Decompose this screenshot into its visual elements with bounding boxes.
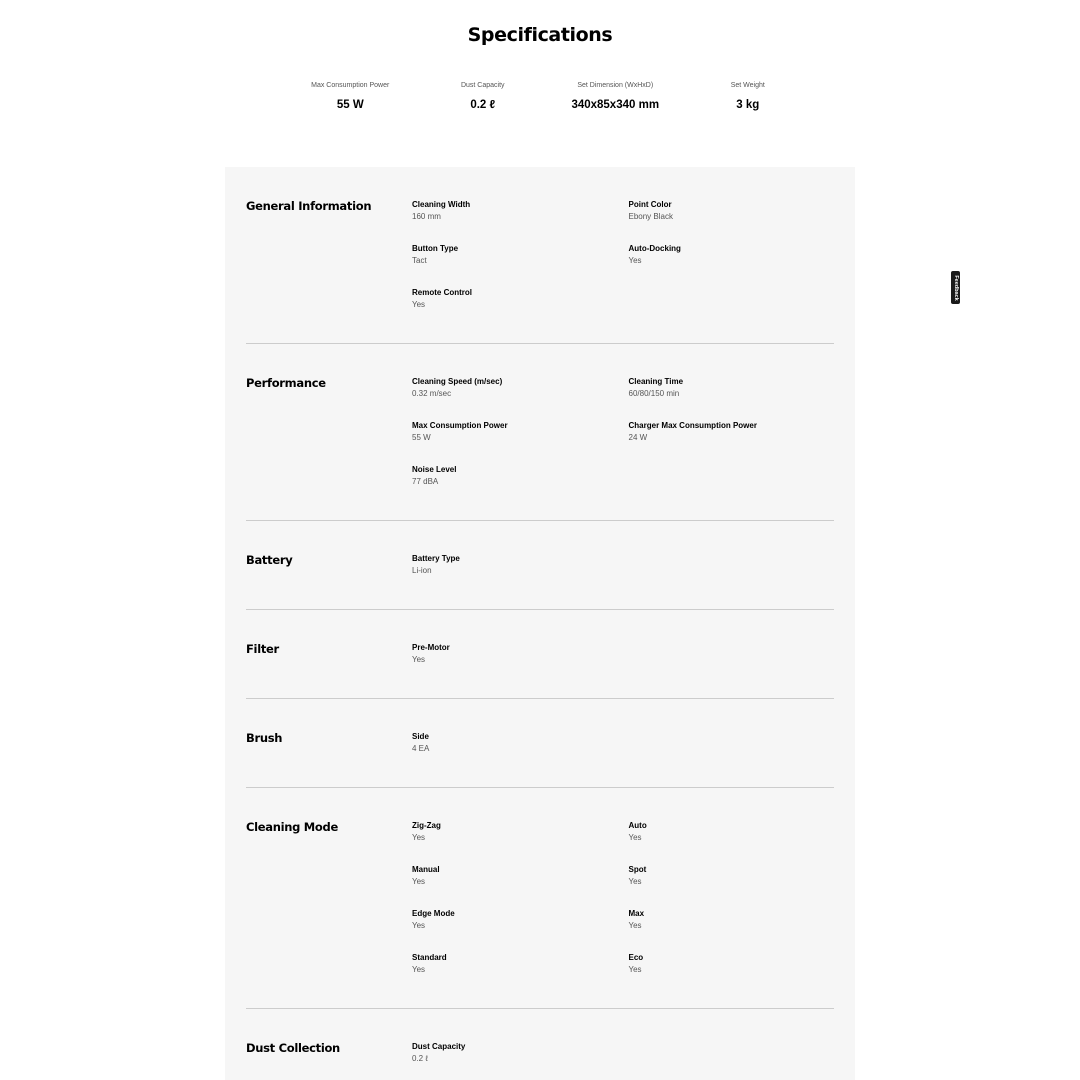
key-spec-value: 0.2 ℓ <box>470 99 496 111</box>
feedback-button[interactable] <box>951 271 960 304</box>
spec-item <box>412 420 629 444</box>
spec-item <box>629 952 829 976</box>
key-spec-value: 3 kg <box>736 99 760 111</box>
spec-label: Pre-Motor <box>412 643 450 652</box>
spec-value: 77 dBA <box>412 477 439 486</box>
spec-grid <box>412 642 834 698</box>
spec-value: Yes <box>628 877 642 886</box>
spec-label: Remote Control <box>412 288 472 297</box>
key-spec-set-weight <box>682 81 815 112</box>
key-spec-value: 340x85x340 mm <box>571 99 660 111</box>
section-title: Brush <box>246 731 283 745</box>
key-specs-summary <box>284 81 814 112</box>
spec-label: Auto-Docking <box>628 244 681 253</box>
spec-label: Edge Mode <box>412 909 455 918</box>
spec-section-filter <box>246 610 834 699</box>
key-spec-label: Dust Capacity <box>460 82 505 89</box>
spec-item <box>412 864 629 888</box>
key-spec-label: Max Consumption Power <box>311 82 390 89</box>
spec-grid <box>412 199 834 343</box>
spec-label: Button Type <box>412 244 459 253</box>
spec-section-cleaning-mode <box>246 788 834 1009</box>
spec-value: Li-ion <box>412 566 432 575</box>
spec-section-dust-collection <box>246 1009 834 1080</box>
spec-grid <box>412 731 834 787</box>
spec-table-panel <box>225 167 855 1080</box>
spec-item <box>412 199 629 223</box>
spec-grid <box>412 376 834 520</box>
spec-value: 60/80/150 min <box>628 389 680 398</box>
spec-value: Yes <box>628 256 642 265</box>
spec-item <box>412 820 629 844</box>
spec-value: Tact <box>412 256 427 265</box>
spec-item <box>412 1041 629 1065</box>
spec-label: Charger Max Consumption Power <box>628 421 757 430</box>
spec-section-performance <box>246 344 834 521</box>
spec-value: Yes <box>628 921 642 930</box>
section-title: General Information <box>246 199 372 213</box>
spec-item <box>629 820 829 844</box>
key-spec-dust-capacity <box>417 81 550 112</box>
spec-grid <box>412 1041 834 1080</box>
spec-label: Point Color <box>628 200 672 209</box>
page-title: Specifications <box>467 24 613 46</box>
feedback-label: Feedback <box>952 274 959 301</box>
spec-value: Yes <box>412 833 426 842</box>
key-spec-label: Set Weight <box>730 82 765 89</box>
spec-item <box>629 243 829 267</box>
spec-value: 160 mm <box>412 212 441 221</box>
spec-item <box>629 908 829 932</box>
spec-value: Yes <box>412 655 426 664</box>
spec-value: 4 EA <box>412 744 430 753</box>
spec-item <box>629 420 829 444</box>
section-title: Battery <box>246 553 293 567</box>
spec-section-brush <box>246 699 834 788</box>
spec-value: 0.32 m/sec <box>412 389 452 398</box>
section-title: Dust Collection <box>246 1041 340 1055</box>
spec-value: Yes <box>412 877 426 886</box>
key-spec-set-dimension <box>549 81 682 112</box>
spec-item <box>412 908 629 932</box>
spec-label: Max Consumption Power <box>412 421 508 430</box>
spec-value: Yes <box>412 300 426 309</box>
spec-value: Yes <box>628 965 642 974</box>
spec-label: Eco <box>628 953 644 962</box>
key-spec-value: 55 W <box>336 99 364 111</box>
spec-value: 24 W <box>628 433 648 442</box>
spec-section-general-information <box>246 167 834 344</box>
spec-item <box>629 864 829 888</box>
spec-item <box>629 376 829 400</box>
spec-item <box>412 952 629 976</box>
spec-label: Max <box>628 909 645 918</box>
spec-label: Zig-Zag <box>412 821 441 830</box>
spec-item <box>412 553 629 577</box>
key-spec-label: Set Dimension (WxHxD) <box>577 82 654 89</box>
spec-value: 0.2 ℓ <box>412 1054 428 1063</box>
spec-label: Battery Type <box>412 554 460 563</box>
spec-label: Manual <box>412 865 440 874</box>
spec-label: Side <box>412 732 429 741</box>
spec-item <box>412 731 629 755</box>
key-spec-max-consumption-power <box>284 81 417 112</box>
spec-label: Dust Capacity <box>412 1042 466 1051</box>
spec-label: Auto <box>628 821 647 830</box>
spec-label: Cleaning Width <box>412 200 471 209</box>
spec-grid <box>412 820 834 1008</box>
spec-section-battery <box>246 521 834 610</box>
spec-grid <box>412 553 834 609</box>
spec-value: 55 W <box>412 433 431 442</box>
spec-label: Spot <box>628 865 647 874</box>
spec-value: Yes <box>412 965 426 974</box>
spec-item <box>412 376 629 400</box>
section-title: Cleaning Mode <box>246 820 338 834</box>
spec-label: Standard <box>412 953 447 962</box>
spec-label: Cleaning Time <box>628 377 684 386</box>
spec-item <box>412 642 629 666</box>
spec-value: Yes <box>412 921 426 930</box>
spec-item <box>412 464 629 488</box>
section-title: Performance <box>246 376 326 390</box>
spec-value: Ebony Black <box>628 212 673 221</box>
spec-label: Noise Level <box>412 465 457 474</box>
spec-item <box>412 287 629 311</box>
spec-label: Cleaning Speed (m/sec) <box>412 377 503 386</box>
spec-value: Yes <box>628 833 642 842</box>
spec-item <box>629 199 829 223</box>
section-title: Filter <box>246 642 279 656</box>
spec-item <box>412 243 629 267</box>
